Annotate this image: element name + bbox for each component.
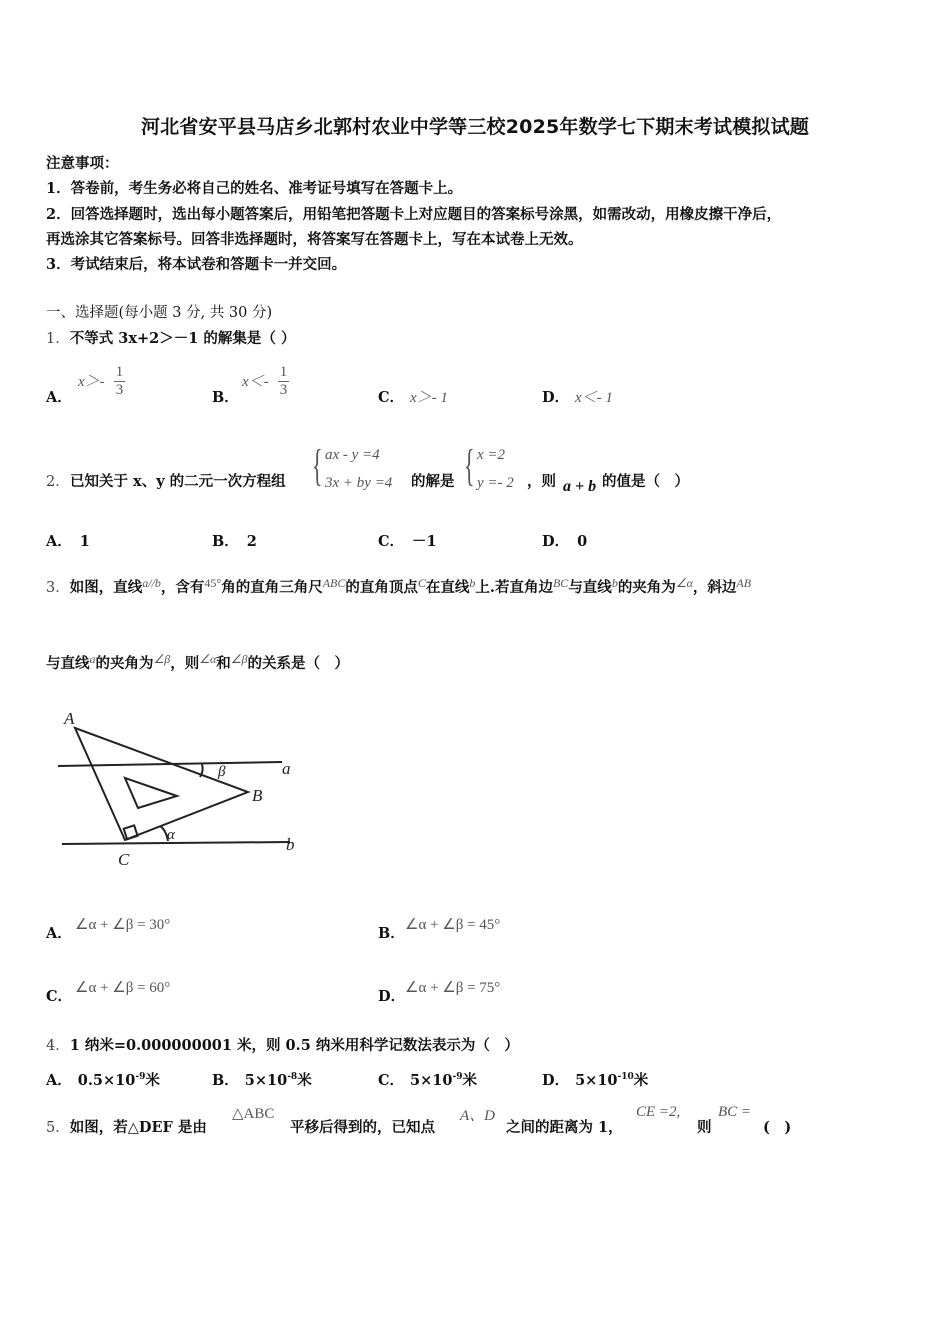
q2-text-mid: 的解是 [411, 473, 455, 490]
q5-text-2: 平移后得到的，已知点 [290, 1119, 435, 1136]
label-a: a [282, 759, 291, 778]
q2-option-d: D． 0 [542, 533, 588, 550]
q5-ad: A、D [460, 1108, 495, 1124]
triangle-figure [50, 700, 310, 875]
question-4: 4．1 纳米=0.000000001 米，则 0.5 纳米用科学记数法表示为（ ） [46, 1037, 519, 1054]
q1-option-a-expr: x＞- $\frac{1}{3}$ [78, 364, 124, 398]
q3-option-a-label: A． [46, 925, 72, 942]
q2-ab: a + b [563, 478, 597, 495]
q3-option-c-label: C． [46, 988, 73, 1005]
question-3-line-1: 3．如图，直线$^{a//b}$，含有$^{45^\circ}$角的直角三角尺$^{ABC}$的直角顶点$^C$在直线$^b$上.若直角边$^{BC}$与直线$^b$的夹角为$^{\angle\alpha}$，斜边$^{AB}$ [46, 576, 752, 596]
q2-text-post2: 的值是（ ） [602, 473, 689, 490]
q2-text-post1: ，则 [527, 473, 556, 490]
label-B: B [252, 786, 263, 805]
label-C: C [118, 850, 130, 869]
q2-sol2: y =- 2 [477, 475, 514, 491]
q2-eq2: 3x + by =4 [325, 475, 393, 491]
q1-option-c-expr: x＞- 1 [410, 390, 448, 406]
section-heading: 一、选择题(每小题 3 分, 共 30 分) [46, 305, 273, 321]
q1-option-b-expr: x＜- $\frac{1}{3}$ [242, 364, 288, 398]
notice-item: 2．回答选择题时，选出每小题答案后，用铅笔把答题卡上对应题目的答案标号涂黑，如需改动，用橡皮擦干净后， [46, 206, 782, 223]
q1-option-d-label: D． [542, 389, 570, 406]
notice-heading: 注意事项： [46, 155, 119, 172]
notice-item: 再选涂其它答案标号。回答非选择题时，将答案写在答题卡上，写在本试卷上无效。 [46, 231, 583, 248]
question-number: 2． [46, 474, 70, 490]
label-alpha: α [167, 827, 175, 843]
q2-text-pre: 已知关于 x、y 的二元一次方程组 [70, 473, 286, 490]
brace-icon: { [312, 441, 323, 490]
question-1 [46, 327, 295, 348]
question-text: 不等式 3x+2＞－1 的解集是（ ） [69, 330, 296, 347]
triangle-abc [75, 728, 248, 840]
q3-option-b-expr: ∠α + ∠β = 45° [405, 917, 501, 933]
triangle-inner [125, 778, 177, 808]
q1-option-d-expr: x＜- 1 [575, 390, 613, 406]
q4-option-d: D． $5\times 10^{-10}$米 [542, 1072, 649, 1089]
q2-option-c: C． －1 [378, 533, 437, 550]
q2-option-b: B． 2 [212, 533, 257, 550]
right-angle-mark [124, 825, 138, 839]
q5-text-3: 之间的距离为 1， [506, 1119, 623, 1136]
question-5: 5．如图，若△DEF 是由 [46, 1119, 207, 1136]
q5-bc: BC = [718, 1104, 752, 1120]
q1-option-c-label: C． [378, 389, 405, 406]
q4-option-b: B． $5\times 10^{-8}$米 [212, 1072, 312, 1089]
q5-text-5: ( ) [763, 1119, 792, 1136]
q2-eq1: ax - y =4 [325, 447, 380, 463]
label-A: A [64, 709, 75, 728]
q4-option-c: C． $5\times 10^{-9}$米 [378, 1072, 477, 1089]
notice-item: 1．答卷前，考生务必将自己的姓名、准考证号填写在答题卡上。 [46, 180, 463, 197]
notice-item: 3．考试结束后，将本试卷和答题卡一并交回。 [46, 256, 347, 273]
line-b [62, 842, 290, 844]
q3-option-b-label: B． [378, 925, 405, 942]
q1-option-b-label: B． [212, 389, 239, 406]
q3-option-a-expr: ∠α + ∠β = 30° [75, 917, 171, 933]
q5-text-4: 则 [697, 1119, 712, 1136]
q3-option-d-expr: ∠α + ∠β = 75° [405, 980, 501, 996]
q4-option-a: A． $0.5\times 10^{-9}$米 [46, 1072, 160, 1089]
label-beta: β [218, 764, 226, 780]
question-3-line-2: 与直线$^a$的夹角为$^{\angle\beta}$，则$^{\angle\alpha}$和$^{\angle\beta}$的关系是（ ） [46, 652, 350, 672]
q2-sol1: x =2 [477, 447, 506, 463]
q2-option-a: A． 1 [46, 533, 90, 550]
page-title: 河北省安平县马店乡北郭村农业中学等三校2025年数学七下期末考试模拟试题 [140, 116, 810, 138]
question-number: 1． [46, 331, 70, 347]
label-b: b [286, 835, 295, 854]
brace-icon: { [464, 441, 475, 490]
q5-abc: △ABC [232, 1106, 275, 1122]
q1-option-a-label: A． [46, 389, 72, 406]
q5-ce: CE =2, [636, 1104, 681, 1120]
q3-option-d-label: D． [378, 988, 406, 1005]
q3-option-c-expr: ∠α + ∠β = 60° [75, 980, 171, 996]
